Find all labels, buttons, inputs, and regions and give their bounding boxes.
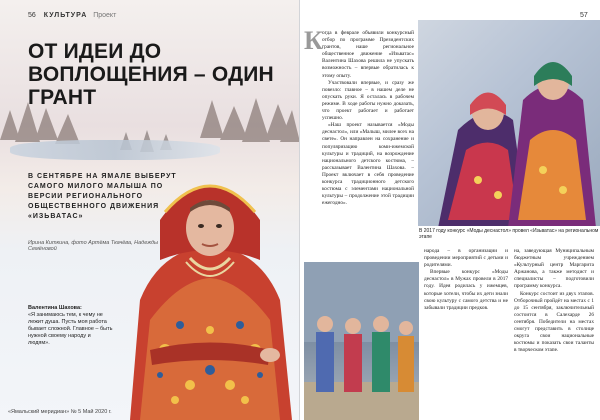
left-page-header bbox=[28, 12, 116, 19]
top-photo-figures bbox=[418, 20, 600, 228]
col2-para-2: Впервые конкурс «Моды деснастол» в Мужах провели в 2017 году. Идея родилась у ижемцев, которые хотели, чтобы их дети знали свою культуру с самого детства и не забывали традиции предков. bbox=[424, 269, 508, 311]
col1-para-1: огда в феврале объявили конкурсный отбор по программе Президентских грантов, наше региональное общественное движение «Изьватас» Валентина Шахова решила не упускать возможность – впервые обратилась к этому опыту. bbox=[322, 30, 414, 79]
section-label: КУЛЬТУРА bbox=[43, 12, 88, 19]
top-photo-costumed-women bbox=[418, 20, 600, 228]
left-page-number: 56 bbox=[28, 12, 36, 19]
drop-cap: К bbox=[304, 26, 323, 55]
woman-portrait-photo bbox=[120, 150, 300, 420]
article-lead: В СЕНТЯБРЕ НА ЯМАЛЕ ВЫБЕРУТ САМОГО МИЛОГО МАЛЫША ПО ВЕРСИИ РЕГИОНАЛЬНОГО ОБЩЕСТВЕННОГО ДВИЖЕНИЯ «ИЗЬВАТАС» bbox=[28, 173, 177, 220]
right-page-number: 57 bbox=[580, 12, 588, 19]
col2-para-1: народа – в организации и проведении мероприятий с детьми и родителями. bbox=[424, 248, 508, 269]
col3-para-2: Конкурс состоит из двух этапов. Отборочный пройдёт на местах с 1 до 15 сентября, заключительный состоится в Салехарде 26 сентября. Победители на местах смогут представить в столице округа свои национальные костюмы и показать свои таланты в творческом этапе. bbox=[514, 290, 594, 354]
col1-para-2: Участвовали впервые, и сразу же повезло: главное – в нашем деле не опускать руки. Я осталась в рабочем режиме. В ходе работы нужно доказать, что проект работает и работает успешно. bbox=[322, 79, 414, 122]
text-column-1 bbox=[322, 30, 414, 235]
article-title: ОТ ИДЕИ ДО ВОПЛОЩЕНИЯ – ОДИН ГРАНТ bbox=[28, 40, 274, 109]
bottom-photo-children-stage bbox=[304, 262, 419, 420]
right-page bbox=[300, 0, 600, 420]
subsection-label: Проект bbox=[93, 12, 117, 19]
text-column-2 bbox=[424, 248, 508, 413]
col3-para-1: на, заведующая Муниципальным бюджетным учреждением «Культурный центр Маргарита Аржанова, а также методист и специалисты – подготовили программу конкурса. bbox=[514, 248, 594, 290]
left-page-footer: «Ямальский меридиан» № 5 Май 2020 г. bbox=[8, 409, 112, 415]
article-credit: Ирина Киткина, фото Артёма Ткачёва, Надежды Семёновой bbox=[28, 240, 159, 252]
bottom-photo-figures bbox=[304, 262, 419, 420]
col1-para-3: «Наш проект называется «Моды деснастол», или «Малыш, милее всех на свете». Он направлен на сохранение и популяризацию коми-ижемской культуры и традиций, на возрождение национального детского костюма, – рассказывает Валентина Шахова. – Проект включает в себя проведение конкурса традиционного детского костюма с элементами национальной культуры – продолжение этой традиции ежегодно». bbox=[322, 122, 414, 207]
caption-quote: «Я занимаюсь тем, к чему не лежит душа. Пусть моя работа бывает сложной. Главное – быть нужной своему народу и людям». bbox=[28, 312, 113, 346]
portrait-caption bbox=[28, 305, 113, 347]
caption-name: Валентина Шахова: bbox=[28, 305, 82, 311]
text-column-3 bbox=[514, 248, 594, 416]
top-photo-caption: В 2017 году конкурс «Моды деснастол» провел «Изьватас» на региональном этапе bbox=[416, 226, 600, 242]
